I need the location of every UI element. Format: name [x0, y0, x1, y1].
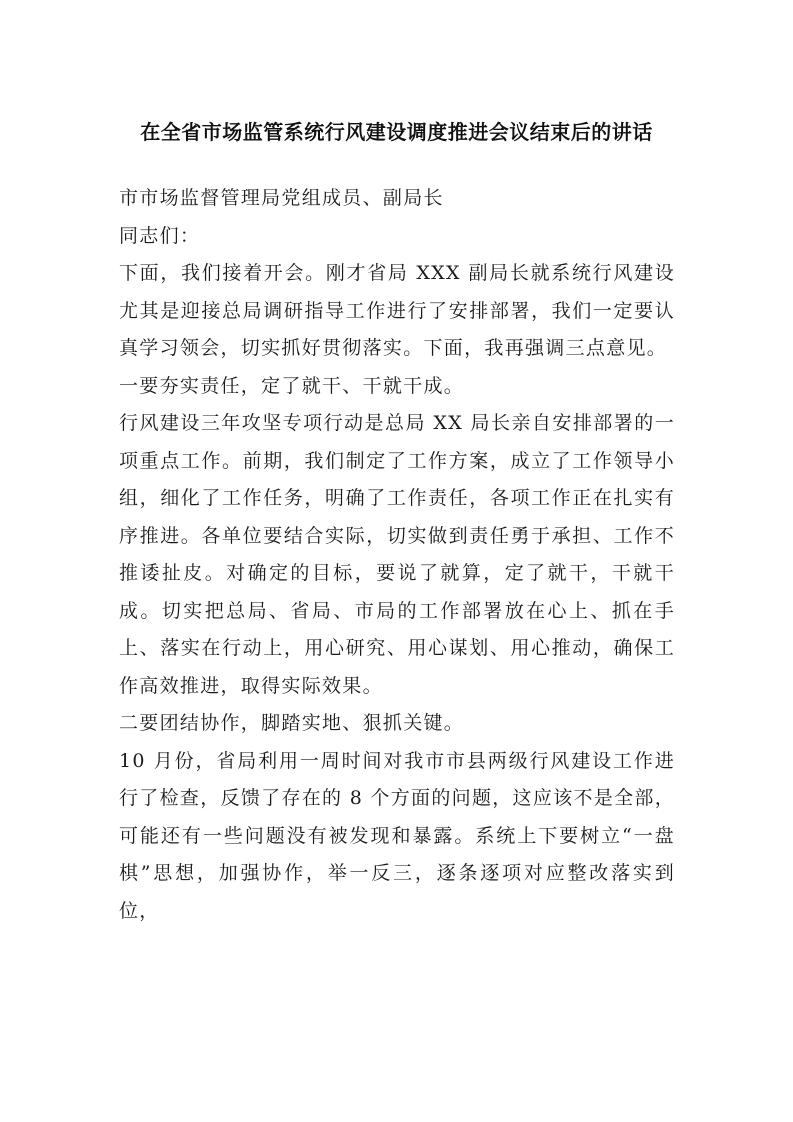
salutation: 同志们：	[119, 224, 201, 247]
point-two-paragraph: 10 月份，省局利用一周时间对我市市县两级行风建设工作进行了检查，反馈了存在的 8 个方面的问题，这应该不是全部，可能还有一些问题没有被发现和暴露。系统上下要树立“一盘棋”思想，加强协作，举一反三，逐条逐项对应整改落实到位，	[119, 749, 675, 922]
point-one-paragraph: 行风建设三年攻坚专项行动是总局 XX 局长亲自安排部署的一项重点工作。前期，我们制定了工作方案，成立了工作领导小组，细化了工作任务，明确了工作责任，各项工作正在扎实有序推进。各单位要结合实际，切实做到责任勇于承担、工作不推诿扯皮。对确定的目标，要说了就算，定了就干，干就干成。切实把总局、省局、市局的工作部署放在心上、抓在手上、落实在行动上，用心研究、用心谋划、用心推动，确保工作高效推进，取得实际效果。	[119, 412, 675, 697]
point-one-heading: 一要夯实责任，定了就干、干就干成。	[119, 374, 465, 397]
intro-paragraph: 下面，我们接着开会。刚才省局 XXX 副局长就系统行风建设尤其是迎接总局调研指导工作进行了安排部署，我们一定要认真学习领会，切实抓好贯彻落实。下面，我再强调三点意见。	[119, 262, 675, 359]
point-two-heading: 二要团结协作，脚踏实地、狠抓关键。	[119, 712, 465, 734]
speaker-line: 市市场监督管理局党组成员、副局长	[119, 187, 444, 209]
document-title: 在全省市场监管系统行风建设调度推进会议结束后的讲话	[140, 120, 653, 144]
document-body	[119, 180, 675, 930]
